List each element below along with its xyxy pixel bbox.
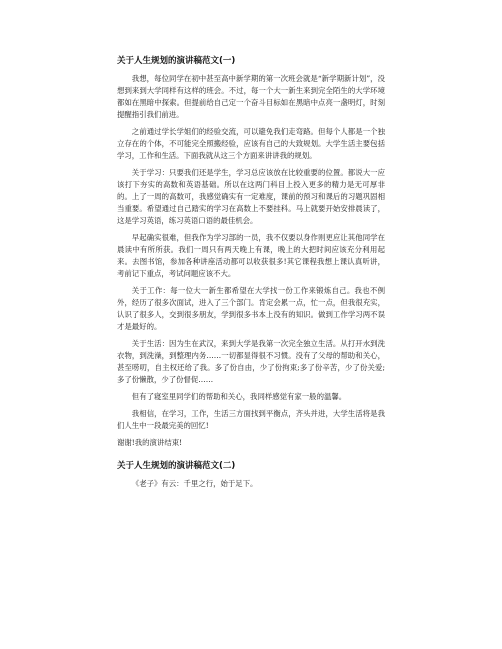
paragraph: 早起确实很难，但我作为学习部的一员，我不仅要以身作则更应让其他同学在晨读中有所所获。我们一周只有两天晚上有课，晚上的大把时间应该充分利用起来。去图书馆，参加各种讲座活动都可以收获很多!其它课程我想上课认真听讲，考前记下重点，考试问题应该不大。 <box>117 233 385 278</box>
paragraph: 《老子》有云：千里之行，始于足下。 <box>131 479 258 488</box>
article-title: 关于人生规划的演讲稿范文(一) <box>117 56 236 66</box>
paragraph: 关于学习：只要我们还是学生，学习总应该放在比较重要的位置。都说大一应该打下夯实的高数和英语基础。所以在这两门科目上投入更多的精力是无可厚非的。上了一周的高数可，我感觉确实有一定难度，课前的预习和课后的习题巩固相当重要。希望通过自己踏实的学习在高数上不要挂科。马上就要开始安排晨读了，这是学习英语，练习英语口语的最佳机会。 <box>117 168 385 225</box>
paragraph: 我相信，在学习，工作，生活三方面找到平衡点，齐头并进，大学生活将是我们人生中一段最完美的回忆! <box>117 409 385 430</box>
paragraph: 关于生活：因为生在武汉，来到大学是我第一次完全独立生活。从打开水到洗衣物，到洗澡，到整理内务……一切都显得很不习惯。没有了父母的帮助和关心，甚至唠叨，自主权还给了我。多了份自由，少了份拘束;多了份辛苦，少了份关爱;多了份懒散，少了份督促…… <box>117 339 385 384</box>
document-page <box>117 55 385 495</box>
paragraph: 关于工作：每一位大一新生都希望在大学找一份工作来锻炼自己。我也不例外，经历了很多次面试，进入了三个部门。肯定会累一点，忙一点，但我很充实，认识了很多人，交到很多朋友，学到很多书本上没有的知识。做到工作学习两不误才是最好的。 <box>117 286 385 331</box>
paragraph: 之前通过学长学姐们的经验交流，可以避免我们走弯路。但每个人都是一个独立存在的个体，不可能完全照搬经验，应该有自己的大致规划。大学生活主要包括学习，工作和生活。下面我就从这三个方面来讲讲我的规划。 <box>117 127 385 160</box>
closing-line: 谢谢!我的演讲结束! <box>117 438 183 447</box>
paragraph: 我想，每位同学在初中甚至高中新学期的第一次班会就是“新学期新计划”，没想到来到大学同样有这样的班会。不过，每一个大一新生来到完全陌生的大学环境都如在黑暗中探索。但提前给自己定一个奋斗目标如在黑暗中点亮一盏明灯，时刻提醒指引我们前进。 <box>117 74 385 119</box>
paragraph: 但有了寝室里同学们的帮助和关心，我同样感觉有家一般的温馨。 <box>131 392 347 401</box>
article-title: 关于人生规划的演讲稿范文(二) <box>117 461 236 471</box>
